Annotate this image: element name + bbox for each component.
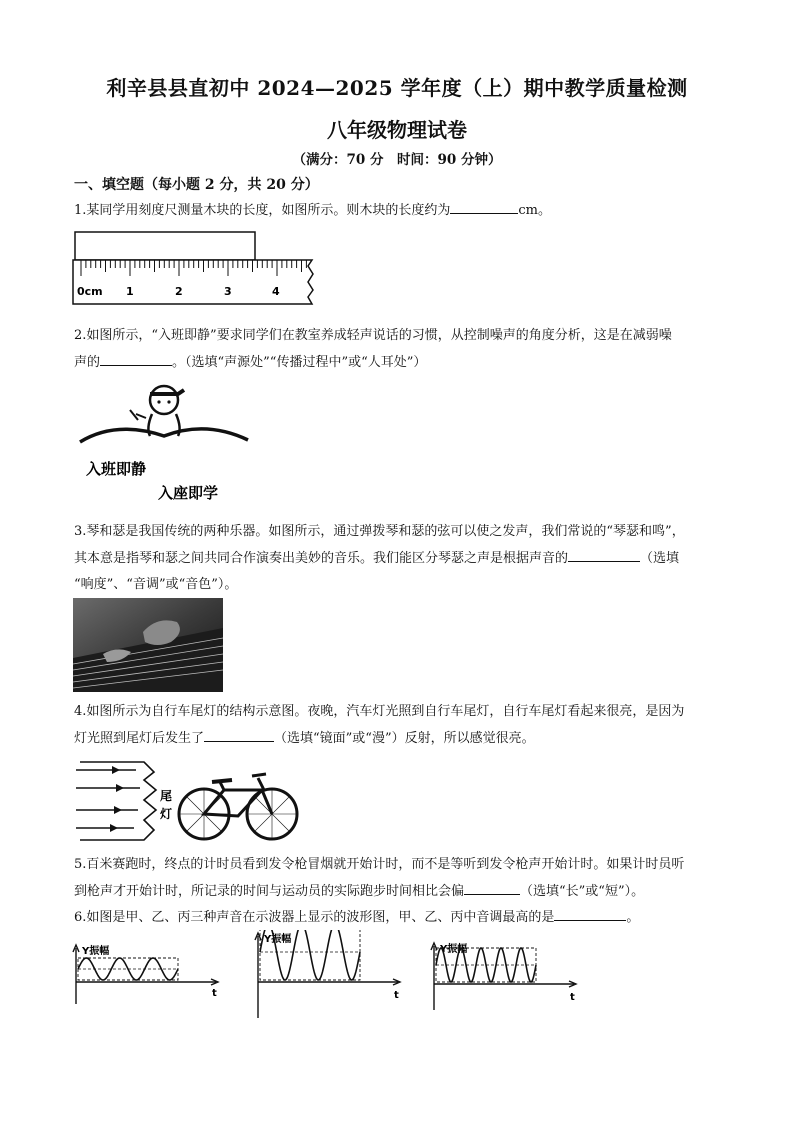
- question-1-unit: cm。: [518, 203, 552, 218]
- wave-x-label: t: [212, 988, 217, 999]
- bicycle-icon: [179, 774, 297, 839]
- question-5: [74, 852, 724, 905]
- figure-caption-1: 入班即静: [86, 460, 147, 478]
- child-head-icon: [150, 386, 178, 414]
- question-5-line-2a: 到枪声才开始计时，所记录的时间与运动员的实际跑步时间相比会偏: [74, 884, 465, 899]
- waveform-bing: [424, 940, 584, 1012]
- ruler-label-0: 0cm: [77, 285, 103, 298]
- answer-blank-5[interactable]: [464, 878, 520, 895]
- question-6: [74, 904, 724, 931]
- waveform-jia: [66, 942, 226, 1008]
- answer-blank-4[interactable]: [204, 725, 274, 742]
- question-3-line-2b: （选填: [640, 551, 680, 566]
- answer-blank-1[interactable]: [450, 197, 518, 214]
- exam-subtitle: 八年级物理试卷: [327, 118, 467, 142]
- question-4-line-2b: （选填“镜面”或“漫”）反射，所以感觉很亮。: [274, 731, 535, 746]
- exam-meta: （满分：70 分 时间：90 分钟）: [292, 152, 502, 168]
- bike-taillight-figure: [72, 760, 302, 844]
- wave-plot: [78, 958, 178, 980]
- question-1-text: 1.某同学用刻度尺测量木块的长度，如图所示。则木块的长度约为: [74, 203, 451, 218]
- question-6-text: 6.如图是甲、乙、丙三种声音在示波器上显示的波形图，甲、乙、丙中音调最高的是: [74, 910, 555, 925]
- question-5-line-1: 5.百米赛跑时，终点的计时员看到发令枪冒烟就开始计时，而不是等听到发令枪声开始计时。如果计时员听: [74, 857, 685, 872]
- quiet-classroom-figure: [76, 380, 256, 506]
- question-3: [74, 519, 724, 598]
- waveform-yi: [248, 930, 408, 1020]
- wave-x-label: t: [570, 992, 575, 1003]
- question-4-line-2a: 灯光照到尾灯后发生了: [74, 731, 205, 746]
- wood-block: [75, 232, 255, 260]
- exam-title: 利辛县县直初中 2024—2025 学年度（上）期中教学质量检测: [106, 76, 688, 100]
- wave-y-label: Y振幅: [440, 944, 468, 955]
- answer-blank-2[interactable]: [100, 349, 172, 366]
- wave-y-label: Y振幅: [264, 934, 292, 945]
- question-3-line-2a: 其本意是指琴和瑟之间共同合作演奏出美妙的音乐。我们能区分琴瑟之声是根据声音的: [74, 551, 569, 566]
- question-2-line-2a: 声的: [74, 355, 101, 370]
- pencil-hand-icon: [130, 410, 146, 420]
- light-rays: [76, 770, 140, 828]
- question-1: [74, 197, 724, 224]
- question-2-line-1: 2.如图所示，“入班即静”要求同学们在教室养成轻声说话的习惯，从控制噪声的角度分析，这是在减弱噪: [74, 328, 672, 343]
- taillight-label-1: 尾: [160, 789, 173, 803]
- section-heading-fill-blank: 一、填空题（每小题 2 分，共 20 分）: [74, 177, 319, 193]
- answer-blank-6[interactable]: [554, 904, 626, 921]
- ruler-label-1: 1: [126, 285, 134, 298]
- ruler-label-3: 3: [224, 285, 232, 298]
- question-2: [74, 323, 724, 376]
- ruler-label-4: 4: [272, 285, 280, 298]
- question-3-line-3: “响度”、“音调”或“音色”）。: [74, 577, 238, 592]
- zither-photo: [73, 598, 223, 692]
- question-4-line-1: 4.如图所示为自行车尾灯的结构示意图。夜晚，汽车灯光照到自行车尾灯，自行车尾灯看起来很亮，是因为: [74, 704, 685, 719]
- wave-y-label: Y振幅: [82, 946, 110, 957]
- taillight-label-2: 灯: [160, 807, 173, 821]
- arrow-heads: [110, 766, 124, 832]
- ruler-label-2: 2: [175, 285, 183, 298]
- figure-caption-2: 入座即学: [158, 484, 219, 502]
- question-2-line-2b: 。（选填“声源处”“传播过程中”或“人耳处”）: [172, 355, 427, 370]
- question-5-line-2b: （选填“长”或“短”）。: [520, 884, 645, 899]
- wave-x-label: t: [394, 990, 399, 1001]
- question-3-line-1: 3.琴和瑟是我国传统的两种乐器。如图所示，通过弹拨琴和瑟的弦可以使之发声，我们常说的“琴瑟和鸣”，: [74, 524, 685, 539]
- question-4: [74, 699, 724, 752]
- question-6-end: 。: [626, 910, 640, 925]
- answer-blank-3[interactable]: [568, 545, 640, 562]
- ruler-figure: [72, 230, 317, 308]
- book-outline: [80, 429, 248, 442]
